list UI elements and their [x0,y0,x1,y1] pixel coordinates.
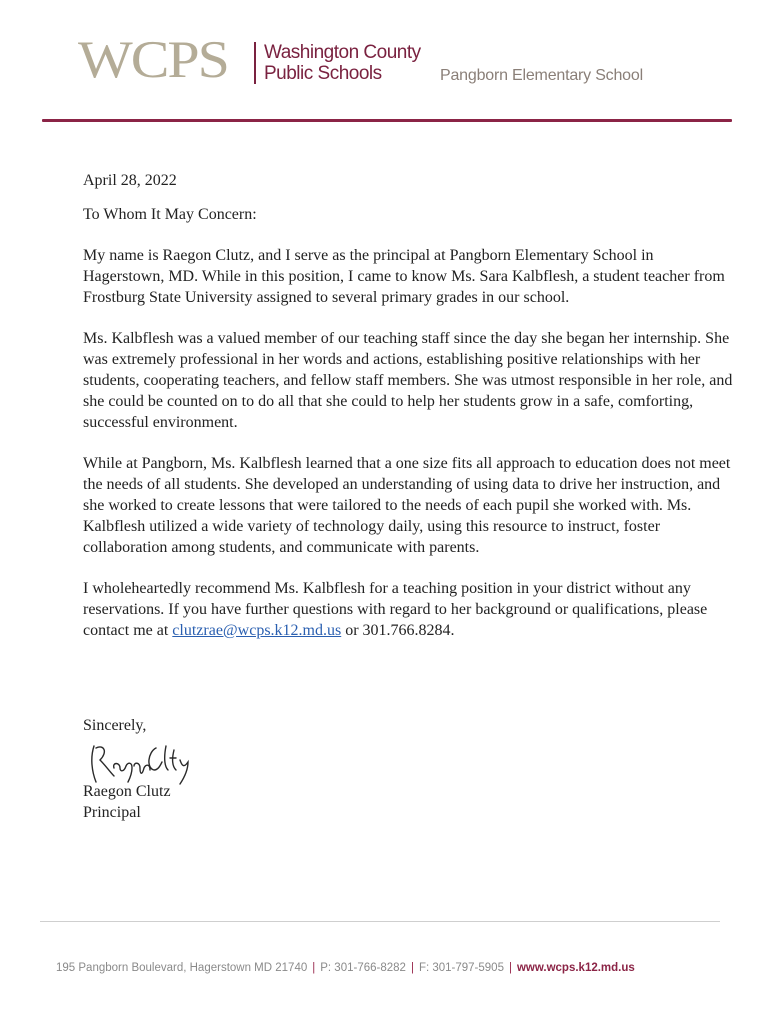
district-name [264,42,421,84]
salutation: To Whom It May Concern: [83,206,257,223]
footer-phone: P: 301-766-8282 [320,962,406,974]
footer-separator: | [410,962,414,974]
footer-separator: | [508,962,512,974]
letter-body [83,170,733,661]
header-divider [42,119,732,122]
paragraph-recommendation [83,578,733,641]
district-name-line2: Public Schools [264,63,382,84]
recommendation-text: I wholeheartedly recommend Ms. Kalbflesh for a teaching position in your district without any reservations. If you have further questions with regard to her background or qualifications, please contact me at [83,580,708,639]
recommendation-phone: or 301.766.8284. [341,622,455,639]
paragraph-instruction: While at Pangborn, Ms. Kalbflesh learned that a one size fits all approach to education does not meet the needs of all students. She developed an understanding of using data to drive her instruction, and she worked to create lessons that were tailored to the needs of each pupil she worked with. Ms. Kalbflesh utilized a wide variety of technology daily, using this resource to instruct, foster collaboration among students, and communicate with parents. [83,455,731,556]
signer-name: Raegon Clutz [83,783,171,800]
footer-website-link[interactable]: www.wcps.k12.md.us [516,962,635,974]
paragraph-performance: Ms. Kalbflesh was a valued member of our teaching staff since the day she began her internship. She was extremely professional in her words and actions, establishing positive relationships with her students, cooperating teachers, and fellow staff members. She was utmost responsible in her role, and she could be counted on to do all that she could to help her students grow in a safe, comforting, successful environment. [83,330,733,431]
footer-fax: F: 301-797-5905 [418,962,504,974]
letter-date: April 28, 2022 [83,172,177,189]
footer [56,962,756,974]
wcps-logo: WCPS [78,29,228,90]
logo-divider [254,42,256,84]
footer-divider [40,921,720,922]
district-name-line1: Washington County [264,42,421,63]
footer-address: 195 Pangborn Boulevard, Hagerstown MD 21740 [56,962,308,974]
footer-separator: | [312,962,316,974]
school-name: Pangborn Elementary School [440,67,643,84]
closing: Sincerely, [83,717,147,734]
paragraph-introduction: My name is Raegon Clutz, and I serve as the principal at Pangborn Elementary School in Hagerstown, MD. While in this position, I came to know Ms. Sara Kalbflesh, a student teacher from Frostburg State University assigned to several primary grades in our school. [83,247,725,306]
letterhead [0,0,768,130]
signer-title: Principal [83,804,141,821]
email-link[interactable]: clutzrae@wcps.k12.md.us [172,622,342,639]
